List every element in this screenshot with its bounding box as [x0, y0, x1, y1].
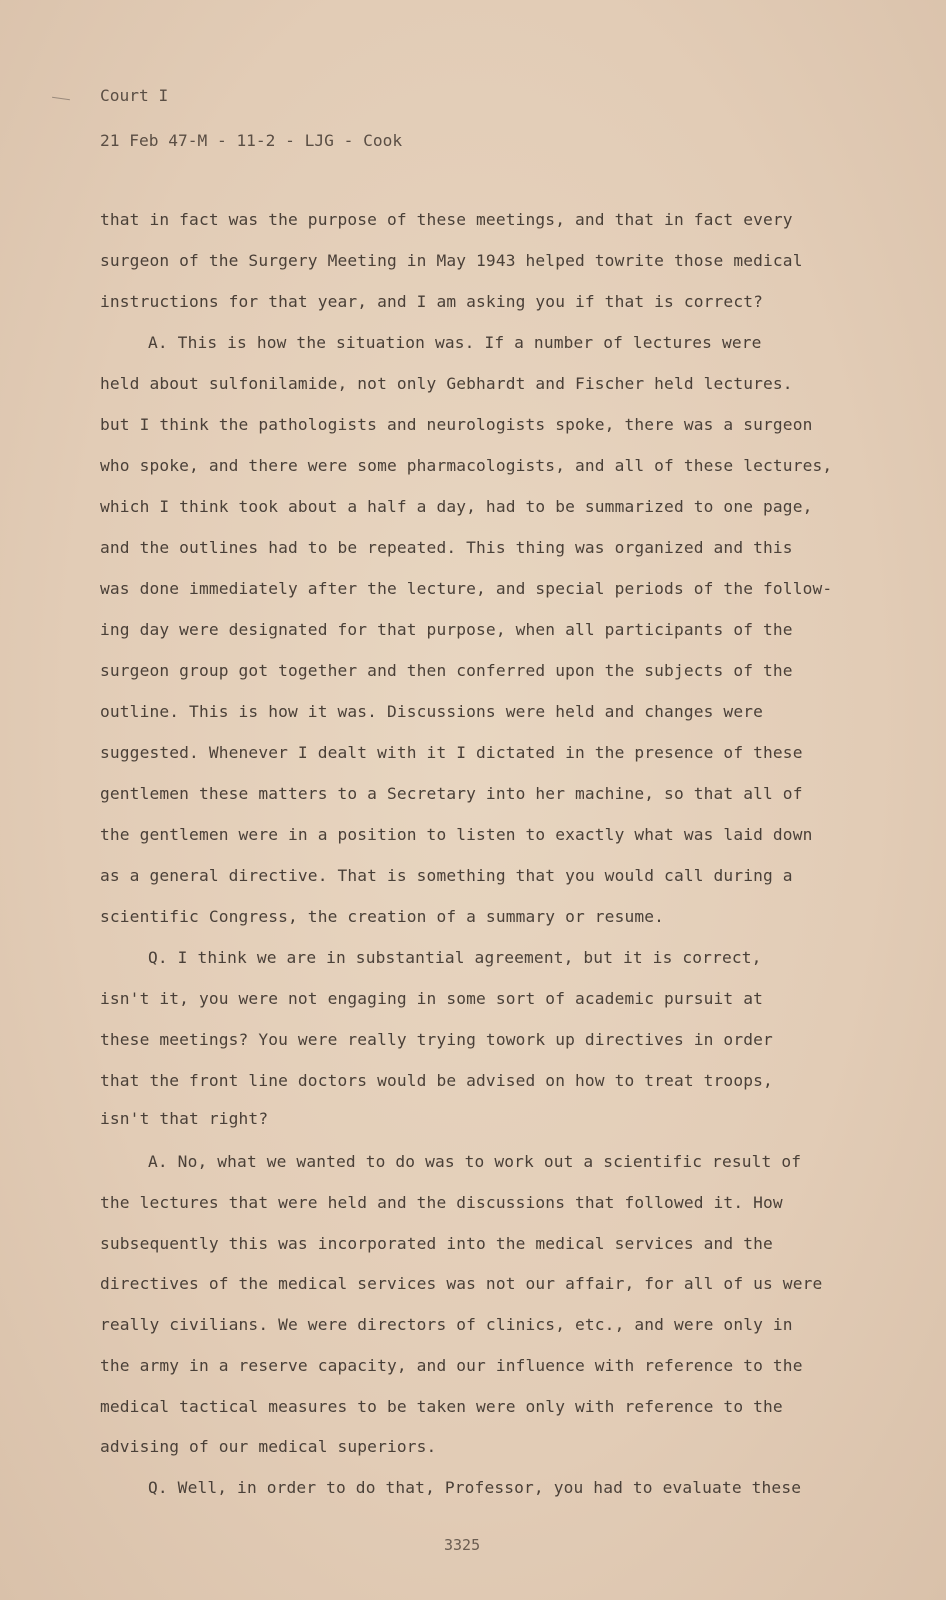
- transcript-line: isn't it, you were not engaging in some sort of academic pursuit at: [100, 989, 764, 1008]
- transcript-line: held about sulfonilamide, not only Gebhardt and Fischer held lectures.: [100, 374, 793, 393]
- transcript-line: instructions for that year, and I am asking you if that is correct?: [100, 292, 764, 311]
- transcript-line: gentlemen these matters to a Secretary into her machine, so that all of: [100, 784, 803, 803]
- transcript-line: subsequently this was incorporated into the medical services and the: [100, 1234, 773, 1253]
- transcript-line: was done immediately after the lecture, and special periods of the follow-: [100, 579, 833, 598]
- transcript-line: A. This is how the situation was. If a number of lectures were: [148, 333, 762, 352]
- transcript-line: A. No, what we wanted to do was to work out a scientific result of: [148, 1152, 802, 1171]
- session-header: 21 Feb 47-M - 11-2 - LJG - Cook: [100, 131, 403, 150]
- transcript-line: surgeon group got together and then conferred upon the subjects of the: [100, 661, 793, 680]
- transcript-line: as a general directive. That is something that you would call during a: [100, 866, 793, 885]
- page-number: 3325: [444, 1536, 481, 1554]
- transcript-line: these meetings? You were really trying towork up directives in order: [100, 1030, 773, 1049]
- transcript-line: suggested. Whenever I dealt with it I dictated in the presence of these: [100, 743, 803, 762]
- transcript-line: who spoke, and there were some pharmacologists, and all of these lectures,: [100, 456, 833, 475]
- transcript-line: and the outlines had to be repeated. This thing was organized and this: [100, 538, 793, 557]
- transcript-line: advising of our medical superiors.: [100, 1437, 437, 1456]
- transcript-line: the gentlemen were in a position to listen to exactly what was laid down: [100, 825, 813, 844]
- transcript-line: the lectures that were held and the discussions that followed it. How: [100, 1193, 783, 1212]
- transcript-line: directives of the medical services was not our affair, for all of us were: [100, 1274, 823, 1293]
- transcript-line: isn't that right?: [100, 1109, 269, 1128]
- margin-pencil-mark: [52, 97, 70, 100]
- transcript-line: medical tactical measures to be taken were only with reference to the: [100, 1397, 783, 1416]
- transcript-line: that in fact was the purpose of these meetings, and that in fact every: [100, 210, 793, 229]
- transcript-line: Q. I think we are in substantial agreement, but it is correct,: [148, 948, 762, 967]
- transcript-line: that the front line doctors would be advised on how to treat troops,: [100, 1071, 773, 1090]
- transcript-line: outline. This is how it was. Discussions were held and changes were: [100, 702, 764, 721]
- transcript-line: surgeon of the Surgery Meeting in May 1943 helped towrite those medical: [100, 251, 803, 270]
- transcript-line: Q. Well, in order to do that, Professor, you had to evaluate these: [148, 1478, 802, 1497]
- transcript-line: but I think the pathologists and neurologists spoke, there was a surgeon: [100, 415, 813, 434]
- transcript-line: scientific Congress, the creation of a summary or resume.: [100, 907, 665, 926]
- court-header: Court I: [100, 86, 169, 105]
- transcript-line: which I think took about a half a day, had to be summarized to one page,: [100, 497, 813, 516]
- transcript-line: really civilians. We were directors of clinics, etc., and were only in: [100, 1315, 793, 1334]
- transcript-line: ing day were designated for that purpose, when all participants of the: [100, 620, 793, 639]
- transcript-line: the army in a reserve capacity, and our influence with reference to the: [100, 1356, 803, 1375]
